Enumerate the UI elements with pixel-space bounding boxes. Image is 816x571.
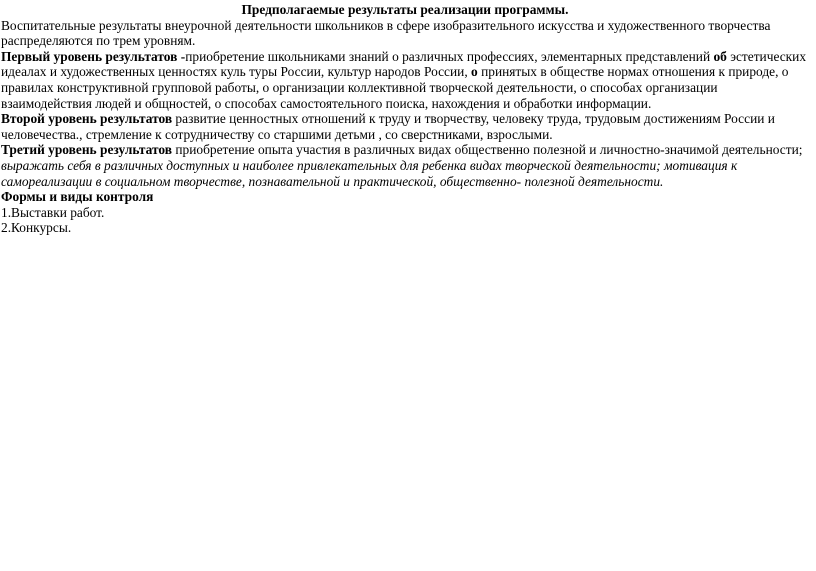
level1-paragraph [1,49,809,111]
level1-bold-o: о [471,64,478,80]
intro-paragraph: Воспитательные результаты внеурочной деятельности школьников в сфере изобразительного искусства и художественного творчества распределяются по трем уровням. [1,17,771,49]
document-page [0,0,813,236]
level2-heading: Второй уровень результатов [1,111,173,127]
control-heading-text: Формы и виды контроля [1,189,154,205]
control-item: 1.Выставки работ. [1,204,105,220]
level2-paragraph [1,111,809,142]
level3-text: приобретение опыта участия в различных видах общественно полезной и личностно-значимой деятельности; [172,142,803,158]
control-heading [1,189,809,205]
control-item: 2.Конкурсы. [1,220,72,236]
level3-italic-text: выражать себя в различных доступных и наиболее привлекательных для ребенка видах творческой деятельности; мотивация к самореализации в социальном творчестве, познавательной и практической, общественно- полезной деятельности. [1,157,738,189]
level1-text-part3: принятых в обществе нормах отношения к природе, о правилах конструктивной групповой работы, о организации коллективной творческой деятельности, о способах организации взаимодействия людей и общностей, о способах самостоятельного поиска, нахождения и обработки информации. [1,64,789,111]
level1-text-part2: эстетических идеалах и художественных ценностях куль туры России, культур народов России, [1,48,807,80]
level3-paragraph [1,142,809,189]
level1-bold-ob: об [713,48,727,64]
level1-text-part1: приобретение школьниками знаний о различных профессиях, элементарных представлений [185,48,714,64]
document-title: Предполагаемые результаты реализации программы. [241,2,569,17]
level2-text: развитие ценностных отношений к труду и творчеству, человеку труда, трудовым достижениям России и человечества., стремление к сотрудничеству со старшими детьми , со сверстниками, взрослыми. [1,111,775,142]
level3-heading: Третий уровень результатов [1,142,173,158]
level1-heading: Первый уровень результатов - [1,48,186,64]
